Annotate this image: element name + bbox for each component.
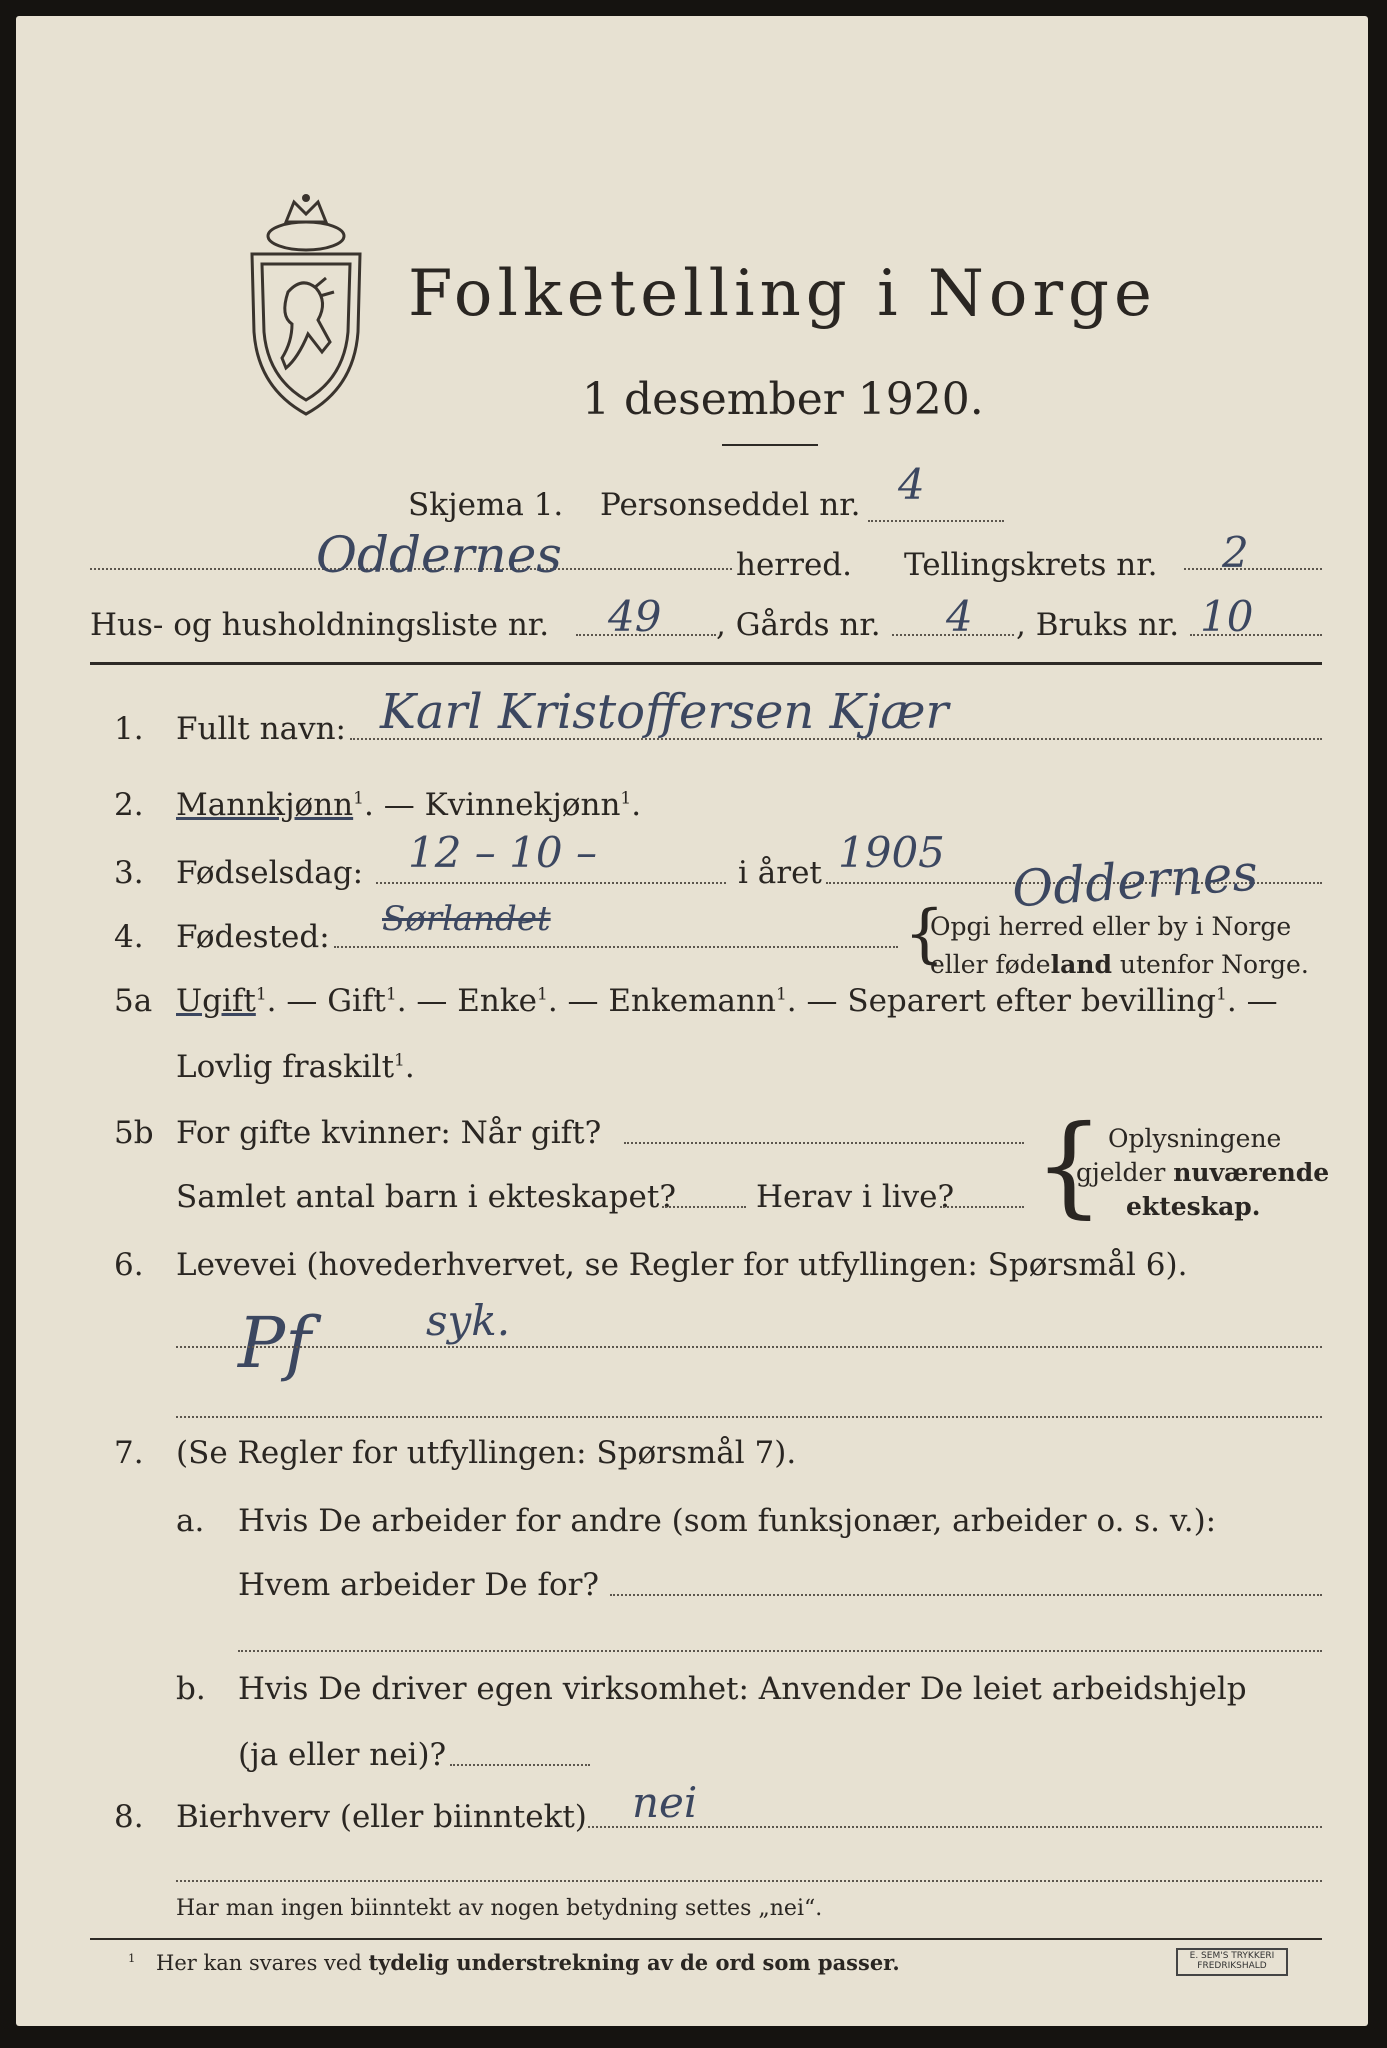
q8-line [588,1826,1322,1828]
q5b-children-line [662,1206,746,1208]
gards-label: , Gårds nr. [716,607,881,643]
q5b-note-1: Oplysningene [1108,1124,1282,1153]
gards-value[interactable]: 4 [946,592,973,641]
q7a-extra-line [238,1650,1322,1652]
herred-label: herred. [736,547,852,583]
household-list-label: Hus- og husholdningsliste nr. [90,607,550,643]
page-title: Folketelling i Norge [408,257,1157,331]
female-option[interactable]: Kvinnekjønn [424,787,621,823]
birth-day-value[interactable]: 12 – 10 – [408,828,597,877]
census-form [16,16,1368,2026]
occupation-mark: Pf [238,1302,312,1384]
q7b-answer-line [450,1764,590,1766]
q2-line-text: Mannkjønn$^1$. — Kvinnekjønn$^1$. [176,787,642,823]
printer-stamp: E. SEM'S TRYKKERI FREDRIKSHALD [1176,1948,1288,1976]
q4-brace: { [904,897,945,971]
q5b-when-line [624,1142,1024,1144]
no-income-note: Har man ingen biinntekt av nogen betydning settes „nei“. [176,1896,823,1921]
enkemann-option[interactable]: . — Enkemann [547,983,776,1019]
q3-label: Fødselsdag: [176,855,364,891]
q5b-alive-label: Herav i live? [756,1179,955,1215]
occupation-value[interactable]: syk. [426,1296,511,1345]
q7a-question: Hvis De arbeider for andre (som funksjonær, arbeider o. s. v.): [238,1503,1217,1539]
full-name-value[interactable]: Karl Kristoffersen Kjær [380,684,949,740]
q7a-employer-line [610,1594,1322,1596]
q7b-number: b. [176,1671,206,1707]
q4-hint-line-2: eller fødeland utenfor Norge. [930,950,1309,979]
bruks-label: , Bruks nr. [1016,607,1180,643]
q5b-number: 5b [114,1115,154,1151]
census-date: 1 desember 1920. [582,374,984,425]
q7-number: 7. [114,1435,144,1471]
q7-label: (Se Regler for utfyllingen: Spørsmål 7). [176,1435,797,1471]
tellingskrets-line [1184,568,1322,570]
q1-number: 1. [114,711,144,747]
q5b-children-count: Samlet antal barn i ekteskapet? [176,1179,676,1215]
q6-line-2 [176,1416,1322,1418]
norwegian-lion-shield-icon [242,192,370,420]
title-divider [722,444,818,446]
q8-extra-line [176,1880,1322,1882]
q8-number: 8. [114,1799,144,1835]
header-divider [90,662,1322,665]
q5a-number: 5a [114,983,153,1019]
q6-number: 6. [114,1247,144,1283]
q5b-note-2: gjelder nuværende [1076,1158,1330,1187]
bruks-value[interactable]: 10 [1200,592,1254,641]
q5b-when-married: For gifte kvinner: Når gift? [176,1115,602,1151]
footnote-divider [90,1938,1322,1940]
q3-day-line [376,882,726,884]
fraskilt-option-line: Lovlig fraskilt$^1$. [176,1049,415,1085]
household-list-value[interactable]: 49 [608,592,662,641]
q5b-alive-line [940,1206,1024,1208]
q7a-employer-label: Hvem arbeider De for? [238,1567,600,1603]
fraskilt-option[interactable]: Lovlig fraskilt [176,1049,395,1085]
personseddel-value[interactable]: 4 [898,460,925,509]
q6-line-1 [176,1346,1322,1348]
q7b-answer-label: (ja eller nei)? [238,1737,447,1773]
q3-number: 3. [114,855,144,891]
herred-value[interactable]: Oddernes [316,526,562,584]
q4-hint-line-1: Opgi herred eller by i Norge [930,912,1292,941]
year-label: i året [738,855,822,891]
enke-option[interactable]: . — Enke [396,983,537,1019]
q6-label: Levevei (hovederhvervet, se Regler for utfyllingen: Spørsmål 6). [176,1247,1188,1283]
personseddel-label: Personseddel nr. [600,487,861,523]
q1-label: Fullt navn: [176,711,346,747]
ugift-option[interactable]: Ugift [176,983,256,1019]
q4-line [334,946,898,948]
q5a-status-options: Ugift$^1$. — Gift$^1$. — Enke$^1$. — Enkemann$^1$. — Separert efter bevilling$^1$. — [176,983,1278,1019]
personseddel-line [868,520,1004,522]
q4-label: Fødested: [176,919,330,955]
q5b-brace: { [1034,1101,1104,1229]
side-income-value[interactable]: nei [632,1778,698,1827]
q7a-number: a. [176,1503,205,1539]
footnote: $^1$ Her kan svares ved tydelig understrekning av de ord som passer. [128,1950,900,1975]
q5b-note-3: ekteskap. [1126,1192,1261,1221]
tellingskrets-label: Tellingskrets nr. [904,547,1158,583]
birth-place-note: Oddernes [1010,843,1260,919]
birth-year-value[interactable]: 1905 [838,828,945,877]
q7b-question: Hvis De driver egen virksomhet: Anvender De leiet arbeidshjelp [238,1671,1247,1707]
gift-option[interactable]: . — Gift [266,983,386,1019]
q2-number: 2. [114,787,144,823]
schema-label: Skjema 1. [408,487,564,523]
birthplace-value[interactable]: Sørlandet [382,899,551,939]
male-option[interactable]: Mannkjønn [176,787,354,823]
separert-option[interactable]: . — Separert efter bevilling [786,983,1217,1019]
tellingskrets-value[interactable]: 2 [1222,528,1249,577]
q4-number: 4. [114,919,144,955]
q8-label: Bierhverv (eller biinntekt) [176,1799,587,1835]
